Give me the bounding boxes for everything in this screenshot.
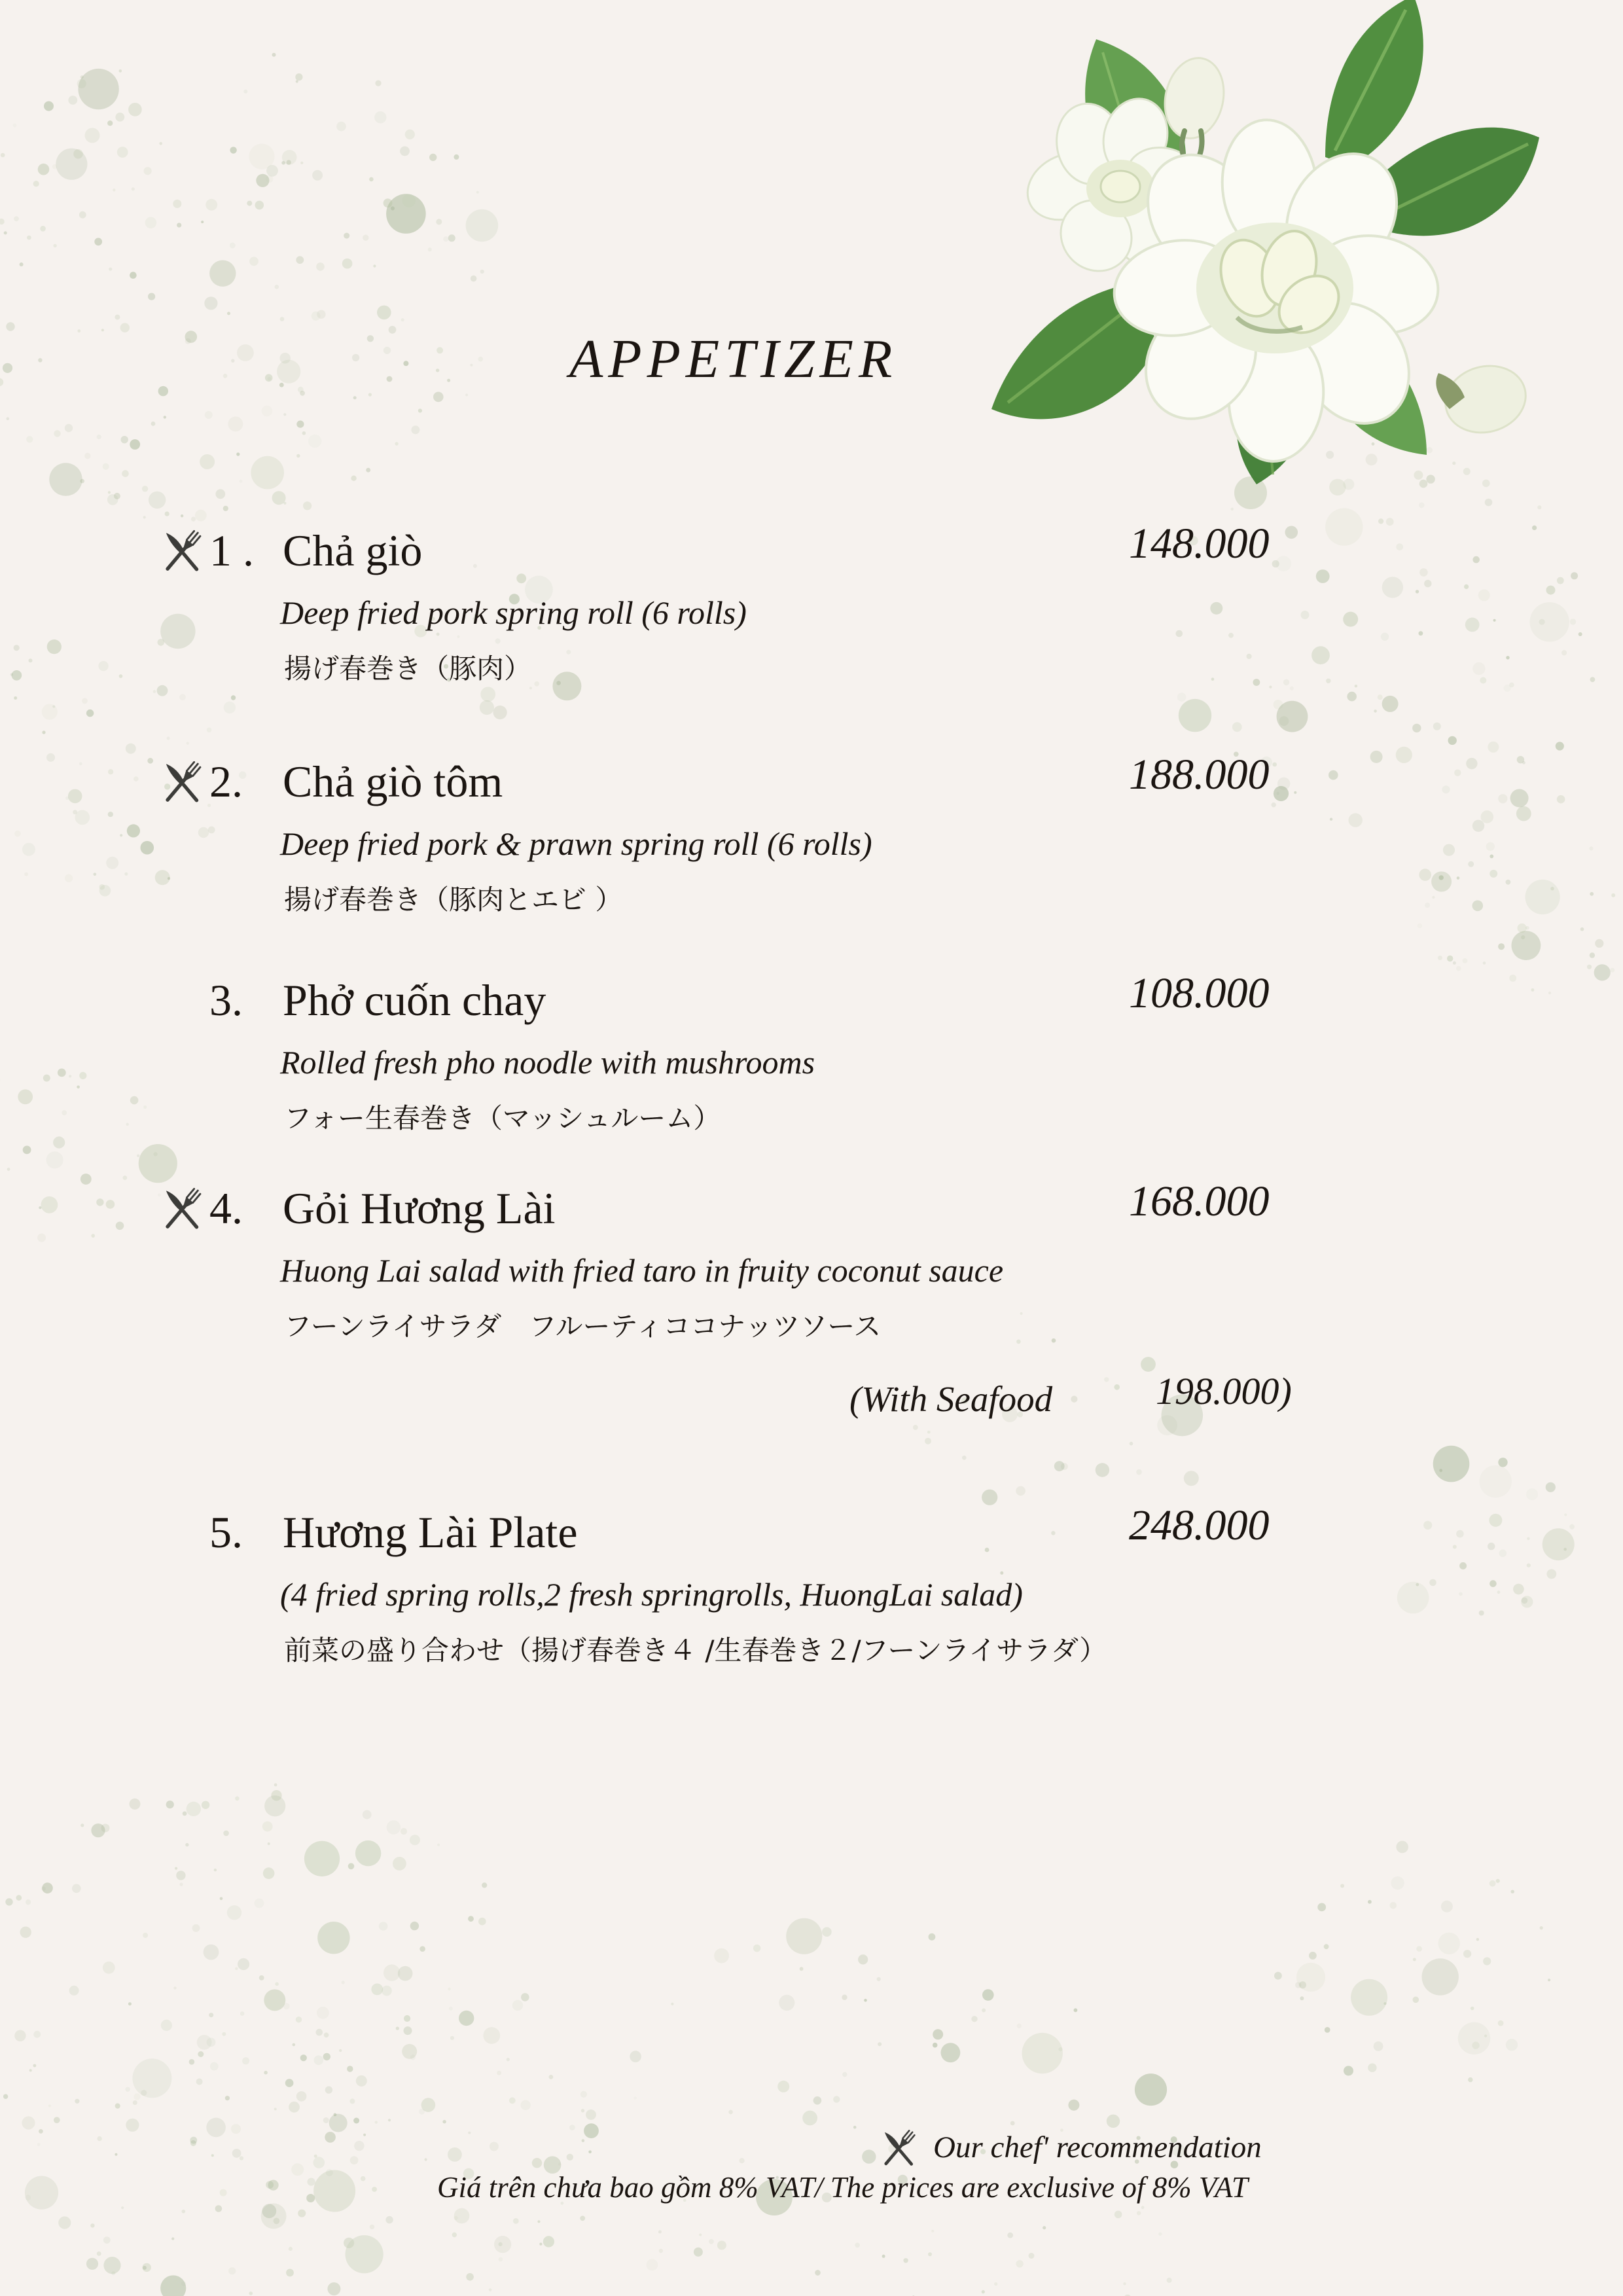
item-number: 3. <box>209 975 243 1025</box>
item-name: Phở cuốn chay <box>283 975 546 1025</box>
item-price: 148.000 <box>1129 520 1270 567</box>
jasmine-flower-main <box>1107 116 1446 465</box>
item-name: Gỏi Hương Lài <box>283 1183 556 1233</box>
chef-recommendation-icon <box>156 526 208 578</box>
chef-recommendation-text: Our chef' recommendation <box>933 2130 1262 2164</box>
item-price: 168.000 <box>1129 1177 1270 1225</box>
menu-item <box>0 751 1623 918</box>
jasmine-flower-small <box>1017 92 1213 286</box>
item-name: Chả giò tôm <box>283 757 503 806</box>
item-description-jp: 揚げ春巻き（豚肉とエビ ） <box>284 884 623 916</box>
chef-recommendation-icon <box>156 1183 208 1236</box>
item-name: Chả giò <box>283 526 423 575</box>
chef-recommendation-icon <box>156 757 208 809</box>
item-description-en: (4 fried spring rolls,2 fresh springrolls, HuongLai salad) <box>280 1576 1023 1613</box>
chef-recommendation-icon <box>876 2126 921 2172</box>
item-description-en: Deep fried pork & prawn spring roll (6 rolls) <box>280 825 872 862</box>
jasmine-bud <box>1436 357 1533 442</box>
menu-item <box>0 970 1623 1136</box>
item-description-en: Rolled fresh pho noodle with mushrooms <box>280 1044 815 1081</box>
item-description-jp: 前菜の盛り合わせ（揚げ春巻き４ /生春巻き２/フーンライサラダ） <box>284 1634 1107 1666</box>
menu-item <box>0 520 1623 687</box>
item-number: 5. <box>209 1507 243 1557</box>
item-description-jp: 揚げ春巻き（豚肉） <box>284 653 532 685</box>
item-number: 2. <box>209 757 243 806</box>
item-description-jp: フーンライサラダ フルーティココナッツソース <box>284 1310 882 1342</box>
item-name: Hương Lài Plate <box>283 1507 578 1557</box>
menu-item <box>0 1502 1623 1668</box>
item-description-en: Deep fried pork spring roll (6 rolls) <box>280 594 747 631</box>
item-price: 108.000 <box>1129 969 1270 1017</box>
menu-item <box>0 1177 1623 1419</box>
item-number: 1 . <box>209 526 254 575</box>
jasmine-bud <box>1158 52 1231 167</box>
item-description-jp: フォー生春巻き（マッシュルーム） <box>284 1102 721 1134</box>
vat-disclaimer: Giá trên chưa bao gồm 8% VAT/ The prices are exclusive of 8% VAT <box>437 2171 1248 2204</box>
leaf-icon <box>991 0 1539 484</box>
item-number: 4. <box>209 1183 243 1233</box>
jasmine-flower-illustration <box>969 0 1544 488</box>
page-title: APPETIZER <box>569 329 898 389</box>
item-price: 248.000 <box>1129 1501 1270 1549</box>
item-price: 188.000 <box>1129 751 1270 798</box>
item-variant-price: 198.000) <box>1156 1370 1292 1412</box>
item-description-en: Huong Lai salad with fried taro in fruity coconut sauce <box>280 1252 1004 1289</box>
item-variant-label: (With Seafood <box>849 1379 1053 1419</box>
